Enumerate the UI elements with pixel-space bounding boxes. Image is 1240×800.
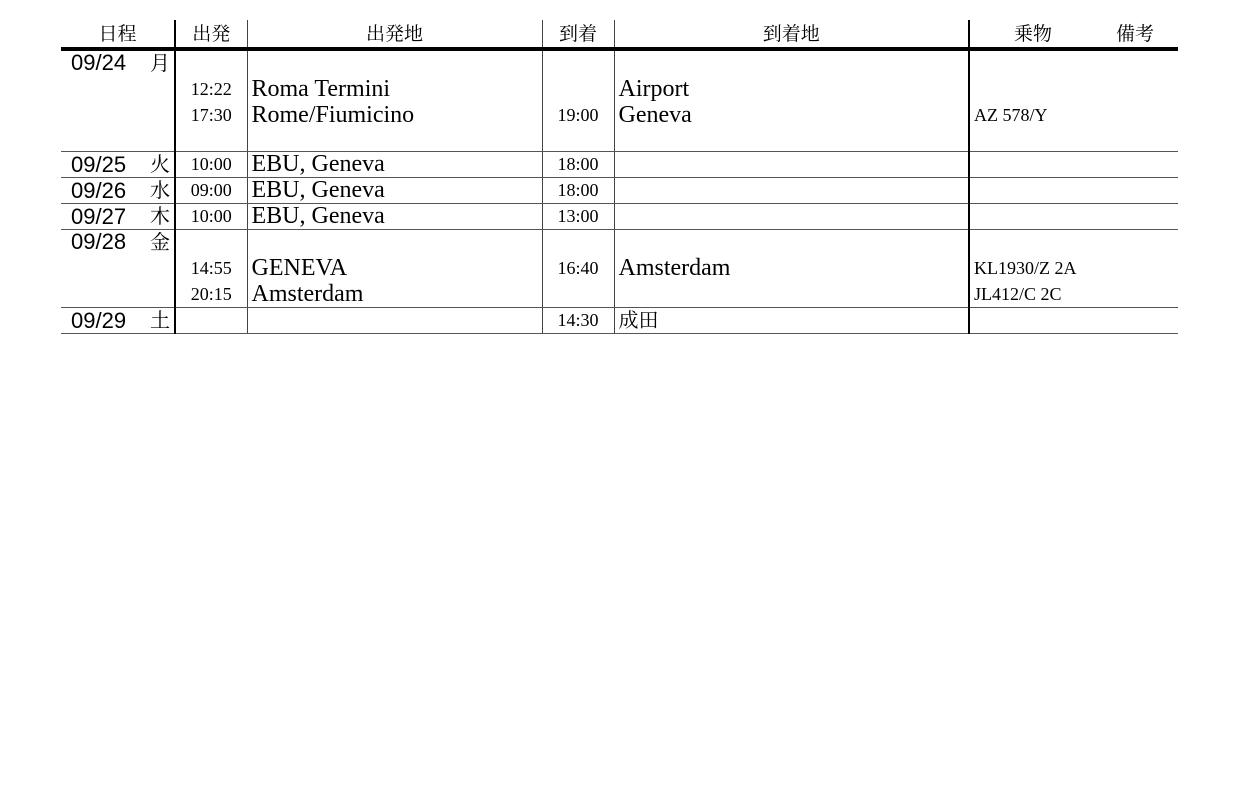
departure-place: EBU, Geneva (251, 178, 385, 203)
table-row (61, 49, 1178, 152)
date-value: 09/28 (71, 229, 127, 254)
arrival-place (615, 178, 969, 203)
date-cell (61, 230, 175, 308)
weekday-value: 木 (150, 204, 170, 228)
departure-place: EBU, Geneva (251, 152, 385, 177)
date-value: 09/25 (71, 152, 127, 177)
arrival-place: Airport (618, 76, 690, 102)
departure-place: Rome/Fiumicino (251, 102, 415, 128)
table-row (61, 178, 1178, 204)
departure-time: 12:22 (190, 79, 232, 99)
departure-cell (175, 49, 247, 152)
header-departure: 出発 (175, 20, 247, 49)
arrival-time: 19:00 (557, 105, 599, 125)
departure-place-cell (247, 49, 542, 152)
flight-info: AZ 578/Y (974, 105, 1048, 125)
header-arrival-place: 到着地 (614, 20, 969, 49)
weekday-value: 金 (150, 230, 170, 254)
flight-info (970, 152, 1178, 177)
date-value: 09/24 (71, 50, 127, 75)
header-vehicle: 乗物 (1014, 22, 1053, 45)
itinerary-table (61, 20, 1178, 334)
weekday-value: 火 (150, 152, 170, 176)
date-cell (61, 152, 175, 178)
arrival-place-cell (614, 49, 969, 152)
flight-info: KL1930/Z 2A (974, 258, 1077, 278)
departure-time: 10:00 (190, 154, 232, 174)
flight-info (970, 76, 1178, 102)
header-row (61, 20, 1178, 49)
arrival-time: 16:40 (557, 258, 599, 278)
departure-time: 20:15 (190, 284, 232, 304)
arrival-time (543, 76, 614, 102)
flight-info: JL412/C 2C (974, 284, 1062, 304)
date-cell (61, 204, 175, 230)
table-row (61, 308, 1178, 334)
header-departure-place: 出発地 (247, 20, 542, 49)
date-cell (61, 49, 175, 152)
arrival-time: 18:00 (557, 154, 599, 174)
departure-time: 17:30 (190, 105, 232, 125)
date-value: 09/29 (71, 308, 127, 333)
flight-info (970, 204, 1178, 229)
flight-info (970, 308, 1178, 333)
table-row (61, 230, 1178, 308)
departure-place: Amsterdam (251, 281, 364, 307)
arrival-place: Amsterdam (618, 255, 731, 281)
arrival-time: 18:00 (557, 180, 599, 200)
weekday-value: 土 (150, 308, 170, 332)
header-vehicle-notes (969, 20, 1178, 49)
arrival-place: Geneva (618, 102, 692, 128)
departure-time: 10:00 (190, 206, 232, 226)
departure-place: Roma Termini (251, 76, 391, 102)
departure-place: EBU, Geneva (251, 204, 385, 229)
arrival-place (615, 204, 969, 229)
date-cell (61, 178, 175, 204)
arrival-place (615, 152, 969, 177)
flight-cell (969, 49, 1178, 152)
arrival-place (615, 281, 969, 307)
header-arrival: 到着 (542, 20, 614, 49)
date-value: 09/27 (71, 204, 127, 229)
departure-place: GENEVA (251, 255, 348, 281)
header-notes: 備考 (1116, 22, 1155, 45)
arrival-place: 成田 (618, 308, 659, 332)
date-value: 09/26 (71, 178, 127, 203)
departure-time (176, 308, 247, 333)
flight-info (970, 178, 1178, 203)
table-row (61, 152, 1178, 178)
arrival-cell (542, 49, 614, 152)
weekday-value: 水 (150, 178, 170, 202)
arrival-time (543, 281, 614, 307)
arrival-time: 13:00 (557, 206, 599, 226)
header-date: 日程 (61, 20, 175, 49)
departure-time: 14:55 (190, 258, 232, 278)
table-row (61, 204, 1178, 230)
weekday-value: 月 (150, 51, 170, 75)
arrival-time: 14:30 (557, 310, 599, 330)
departure-time: 09:00 (190, 180, 232, 200)
departure-place (248, 308, 542, 333)
date-cell (61, 308, 175, 334)
